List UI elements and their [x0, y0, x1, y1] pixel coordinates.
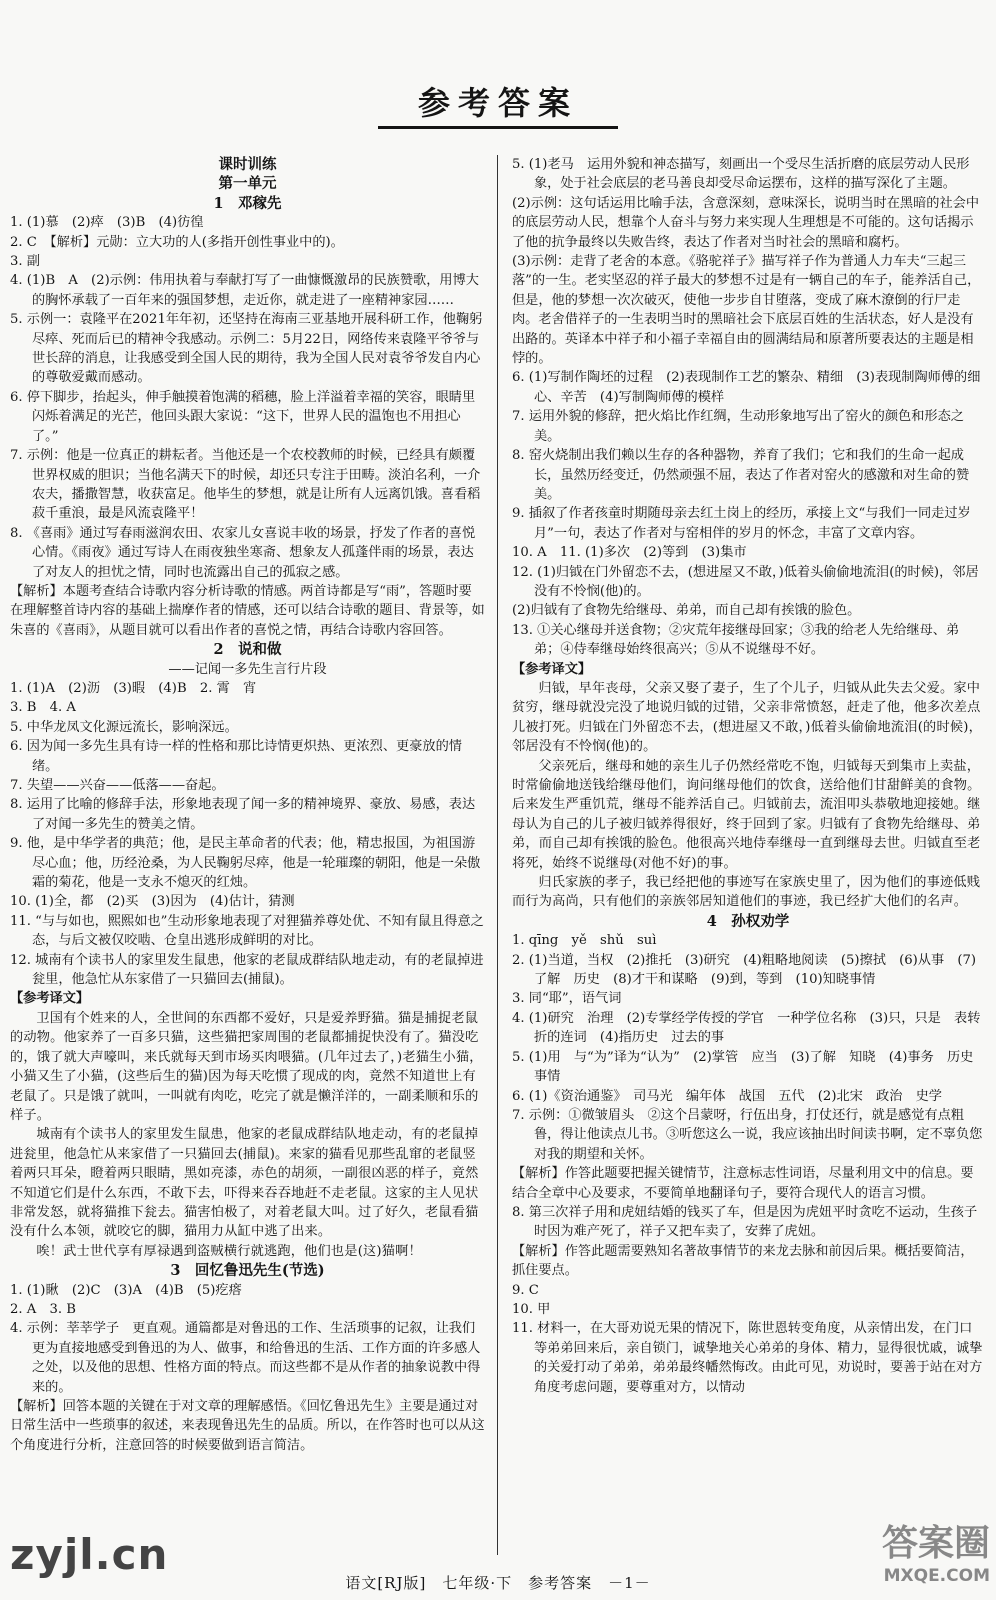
answer-item: 11. “与与如也，熙熙如也”生动形象地表现了对狸猫养尊处优、不知有鼠且得意之态，与后文被仅咬啮、仓皇出逃形成鲜明的对比。: [10, 913, 484, 949]
translation-paragraph: 父亲死后，继母和她的亲生儿子仍然经常吃不饱，归钺每天到集市上卖盐，时常偷偷地送钱给继母他们，询问继母他们的饮食，送给他们甘甜鲜美的食物。后来发生严重饥荒，继母不能养活自己。归钺前去，流泪叩头恭敬地迎接她。继母认为自己的儿子被归钺养得很好，终于回到了家。归钺有了食物先给继母、弟弟，而自己却有挨饿的脸色。他很高兴地侍奉继母一直到继母去世。归钺直至老将死，始终不说继母(对他不好)的事。: [512, 758, 981, 871]
answer-paragraph: (2)归钺有了食物先给继母、弟弟，而自己却有挨饿的脸色。: [512, 603, 861, 619]
translation-heading: 【参考译文】: [10, 991, 90, 1007]
answer-item: 8. 《喜雨》通过写春雨滋润农田、农家儿女喜说丰收的场景，抒发了作者的喜悦心情。《雨夜》通过写诗人在雨夜独坐寒斋、想象友人孤蓬伴雨的场景，表达了对友人的担忧之情，同时也流露出自己的孤寂之感。: [10, 525, 476, 580]
answer-item: 4. 示例：莘莘学子 更直观。通篇都是对鲁迅的工作、生活琐事的记叙，让我们更为直接地感受到鲁迅的为人、做事，和给鲁迅的生活、工作方面的许多感人之处，以及他的思想、性格方面的特点。而这些都不是从作者的抽象说教中得来的。: [10, 1321, 481, 1395]
title-underline: [378, 126, 618, 129]
answer-item: 5. 示例一：袁隆平在2021年年初，还坚持在海南三亚基地开展科研工作，他鞠躬尽瘁、死而后已的精神令我感动。示例二：5月22日，网络传来袁隆平爷爷与世长辞的消息，让我感受到全国人民的期待，我为全国人民对袁爷爷发自内心的尊敬爱戴而感动。: [10, 312, 483, 386]
section-title: 课时训练: [218, 156, 277, 173]
section-title: 第一单元: [218, 175, 277, 193]
answer-item: 7. 示例：他是一位真正的耕耘者。当他还是一个农校教师的时候，已经具有颇覆世界权威的胆识；当他名满天下的时候，却还只专注于田畴。淡泊名利，一介农夫，播撒智慧，收获富足。他毕生的梦想，就是让所有人远离饥饿。喜看稻菽千重浪，最是风流袁隆平！: [10, 448, 481, 522]
answer-item: 3. B 4. A: [10, 700, 76, 716]
answer-item: 7. 失望——兴奋——低落——奋起。: [10, 778, 225, 793]
watermark-mxqe-url: MXQE.COM: [883, 1566, 990, 1586]
answer-item: 12. 城南有个读书人的家里发生鼠患，他家的老鼠成群结队地走动，有的老鼠掉进瓮里，他急忙从东家借了一只猫回去(捕鼠)。: [10, 952, 484, 988]
answer-item: 10. 甲: [512, 1301, 551, 1317]
section-subtitle: ——记闻一多先生言行片段: [168, 661, 327, 677]
answer-item: 10. A 11. (1)多次 (2)等到 (3)集市: [512, 545, 747, 561]
section-title: 4 孙权劝学: [706, 912, 790, 930]
section-title: 1 邓稼先: [213, 194, 282, 212]
answer-item: 1. (1)A (2)沥 (3)暇 (4)B 2. 霄 宵: [10, 680, 257, 696]
answer-item: 7. 运用外貌的修辞，把火焰比作红绸，生动形象地写出了窑火的颜色和形态之美。: [512, 409, 964, 444]
translation-paragraph: 归钺，早年丧母，父亲又娶了妻子，生了个儿子，归钺从此失去父爱。家中贫穷，继母就没完没了地说归钺的过错，父亲非常愤怒，赶走了他，他多次差点儿被打死。归钺在门外留恋不去，(想进屋又不敢，)低着头偷偷地流泪(的时候)，邻居没有不怜悯(他)的。: [512, 680, 982, 755]
answer-item: 9. C: [512, 1282, 539, 1298]
answer-item: 1. qīng yě shǔ suì: [512, 933, 657, 949]
section-title: 3 回忆鲁迅先生(节选): [170, 1262, 325, 1280]
answer-item: 6. 因为闻一多先生具有诗一样的性格和那比诗情更炽热、更浓烈、更豪放的情绪。: [10, 739, 462, 774]
watermark-zyjl: zyjl.cn: [10, 1530, 169, 1579]
column-divider: [497, 155, 498, 1555]
answer-item: 10. (1)全，都 (2)买 (3)因为 (4)估计，猜测: [10, 894, 295, 910]
answer-paragraph: (2)示例：这句话运用比喻手法，含意深刻，意味深长，说明当时在黑暗的社会中的底层劳动人民，想靠个人奋斗与努力来实现人生理想是不可能的。这句话揭示了他的抗争最终以失败告终，表达了作者对当时社会的黑暗和腐朽。: [512, 195, 980, 250]
answer-item: 6. 停下脚步，抬起头，伸手触摸着饱满的稻穗，脸上洋溢着幸福的笑容，眼睛里闪烁着满足的光芒，他回头跟大家说：“这下，世界人民的温饱也不用担心了。”: [10, 389, 476, 444]
answer-item: 3. 同“耶”，语气词: [512, 991, 622, 1007]
answer-item: 1. (1)瞅 (2)C (3)A (4)B (5)疙瘩: [10, 1282, 242, 1298]
right-column: [512, 155, 987, 1575]
answer-item: 6. (1)《资治通鉴》 司马光 编年体 战国 五代 (2)北宋 政治 史学: [512, 1088, 942, 1104]
answer-item: 1. (1)慕 (2)瘁 (3)B (4)彷徨: [10, 215, 204, 231]
answer-item: 9. 插叙了作者孩童时期随母亲去红土岗上的经历，承接上文“与我们一同走过岁月”一句，表达了作者对与窑相伴的岁月的怀念，丰富了文章内容。: [512, 506, 971, 541]
answer-item: 13. ①关心继母并送食物；②灾荒年接继母回家；③我的给老人先给继母、弟弟；④侍奉继母始终很高兴；⑤从不说继母不好。: [512, 622, 960, 658]
answer-item: 4. (1)B A (2)示例：伟用执着与奉献打写了一曲慷慨激昂的民族赞歌，用博大的胸怀承载了一百年来的强国梦想，走近你，就走进了一座精神家园……: [10, 273, 479, 308]
answer-item: 3. 副: [10, 254, 40, 270]
answer-paragraph: 【解析】作答此题需要熟知名著故事情节的来龙去脉和前因后果。概括要简洁，抓住要点。: [512, 1243, 974, 1279]
answer-paragraph: 【解析】回答本题的关键在于对文章的理解感悟。《回忆鲁迅先生》主要是通过对日常生活中一些琐事的叙述，来表现鲁迅先生的品质。所以，在作答时也可以从这个角度进行分析，注意回答的时候要做到语言简洁。: [10, 1399, 485, 1453]
translation-paragraph: 唉！武士世代享有厚禄遇到盗贼横行就逃跑，他们也是(这)猫啊！: [36, 1243, 422, 1259]
answer-item: 8. 第三次祥子用和虎妞结婚的钱买了车，但是因为虎妞平时贪吃不运动，生孩子时因为难产死了，祥子又把车卖了，安葬了虎妞。: [512, 1204, 978, 1240]
answer-item: 8. 窑火烧制出我们赖以生存的各种器物，养育了我们；它和我们的生命一起成长，虽然历经变迁，仍然顽强不屈，表达了作者对窑火的感激和对生命的赞美。: [512, 448, 970, 502]
section-title: 2 说和做: [213, 641, 282, 659]
translation-paragraph: 卫国有个姓来的人，全世间的东西都不爱好，只是爱养野猫。猫是捕捉老鼠的动物。他家养了一百多只猫，这些猫把家周围的老鼠都捕捉快没有了。猫没吃的，饿了就大声嚎叫，来氏就每天到市场买肉喂猫。(几年过去了，)老猫生小猫，小猫又生了小猫，(这些后生的猫)因为每天吃惯了现成的肉，竟然不知道世上有老鼠了。只是饿了就叫，一叫就有肉吃，吃完了就是懒洋洋的，一副柔顺和乐的样子。: [10, 1010, 483, 1123]
translation-paragraph: 归氏家族的孝子，我已经把他的事迹写在家族史里了，因为他们的事迹低贱而行为高尚，只有他们的亲族邻居知道他们的事迹，我已经扩大他们的名声。: [512, 875, 981, 910]
answer-item: 7. 示例：①微皱眉头 ②这个吕蒙呀，行伍出身，打仗还行，就是感觉有点粗鲁，得让他读点儿书。③听您这么一说，我应该抽出时间读书啊，定不辜负您对我的期望和关怀。: [512, 1107, 983, 1162]
translation-paragraph: 城南有个读书人的家里发生鼠患，他家的老鼠成群结队地走动，有的老鼠掉进瓮里，他急忙从来家借了一只猫回去(捕鼠)。来家的猫看见那些乱窜的老鼠竖着两只耳朵，瞪着两只眼睛，黑如亮漆，赤色的胡须，一副很凶恶的样子，竟然不知道它们是什么东西，不敢下去，吓得来吞吞地赶不走老鼠。这家的主人见状非常发怒，就将猫推下瓮去。猫害怕极了，对着老鼠大叫。过了好久，老鼠看猫没有什么本领，就咬它的脚，猫用力从缸中逃了出来。: [10, 1127, 479, 1240]
left-column: [10, 155, 485, 1575]
answer-item: 5. (1)老马 运用外貌和神态描写，刻画出一个受尽生活折磨的底层劳动人民形象，处于社会底层的老马善良却受尽命运摆布，这样的描写深化了主题。: [512, 157, 970, 192]
answer-paragraph: (3)示例：走背了老舍的本意。《骆驼祥子》描写祥子作为普通人力车夫“三起三落”的一生。老实坚忍的祥子最大的梦想不过是有一辆自己的车子，能养活自己，但是，他的梦想一次次破灭，使他一步步自甘堕落，变成了麻木潦倒的行尸走肉。老舍借祥子的一生表明当时的黑暗社会下底层百姓的生活状态，好人是没有出路的。英译本中祥子和小福子幸福自由的圆满结局和原著所要表达的主题是相悖的。: [512, 254, 981, 367]
page-title: 参考答案: [417, 84, 578, 122]
page-footer: 语文[RJ版] 七年级·下 参考答案 －1－: [345, 1574, 651, 1592]
answer-item: 12. (1)归钺在门外留恋不去，(想进屋又不敢，)低着头偷偷地流泪(的时候)，邻居没有不怜悯(他)的。: [512, 564, 979, 599]
answer-item: 5. (1)用 与“为”译为“认为” (2)掌管 应当 (3)了解 知晓 (4)事务 历史 事情: [512, 1049, 987, 1085]
answer-paragraph: 【解析】作答此题要把握关键情节，注意标志性词语，尽量利用文中的信息。要结合全章中心及要求，不要简单地翻译句子，要符合现代人的语言习惯。: [512, 1166, 974, 1201]
answer-item: 8. 运用了比喻的修辞手法，形象地表现了闻一多的精神境界、豪放、易感，表达了对闻一多先生的赞美之情。: [10, 797, 476, 832]
answer-item: 5. 中华龙凤文化源远流长，影响深远。: [10, 719, 238, 735]
answer-item: 4. (1)研究 治理 (2)专掌经学传授的学官 一种学位名称 (3)只，只是 表转折的连词 (4)指历史 过去的事: [512, 1010, 981, 1046]
answer-item: 11. 材料一，在大哥劝说无果的情况下，陈世恩转变角度，从亲情出发，在门口等弟弟回来后，亲自锁门，诚挚地关心弟弟的身体、精力，显得很忧戚，诚挚的关爱打动了弟弟，弟弟最终幡然悔改。由此可见，劝说时，要善于站在对方角度考虑问题，要尊重对方，以情动: [512, 1321, 983, 1395]
answer-item: 2. (1)当道，当权 (2)推托 (3)研究 (4)粗略地阅读 (5)擦拭 (6)从事 (7)了解 历史 (8)才干和谋略 (9)到，等到 (10)知晓事情: [512, 952, 977, 988]
answer-item: 6. (1)写制作陶坯的过程 (2)表现制作工艺的繁杂、精细 (3)表现制陶师傅的细心、辛苦 (4)写制陶师傅的模样: [512, 370, 981, 405]
translation-heading: 【参考译文】: [512, 661, 592, 677]
answer-paragraph: 【解析】本题考查结合诗歌内容分析诗歌的情感。两首诗都是写“雨”，答题时要在理解整首诗内容的基础上揣摩作者的情感，还可以结合诗歌的题目、背景等，如朱喜的《喜雨》，从题目就可以看出作者的喜悦之情，再结合诗歌内容回答。: [10, 583, 485, 638]
watermark-mxqe-logo-text: 答案圈: [881, 1523, 990, 1564]
answer-item: 9. 他，是中华学者的典范；他，是民主革命者的代表；他，精忠报国，为祖国游尽心血；他，历经沧桑，为人民鞠躬尽瘁，他是一轮璀璨的朝阳，他是一朵傲霜的菊花，他是一支永不熄灭的红烛。: [10, 836, 481, 891]
answer-item: 2. A 3. B: [10, 1301, 76, 1317]
answer-item: 2. C 【解析】元勋：立大功的人(多指开创性事业中的)。: [10, 234, 344, 250]
